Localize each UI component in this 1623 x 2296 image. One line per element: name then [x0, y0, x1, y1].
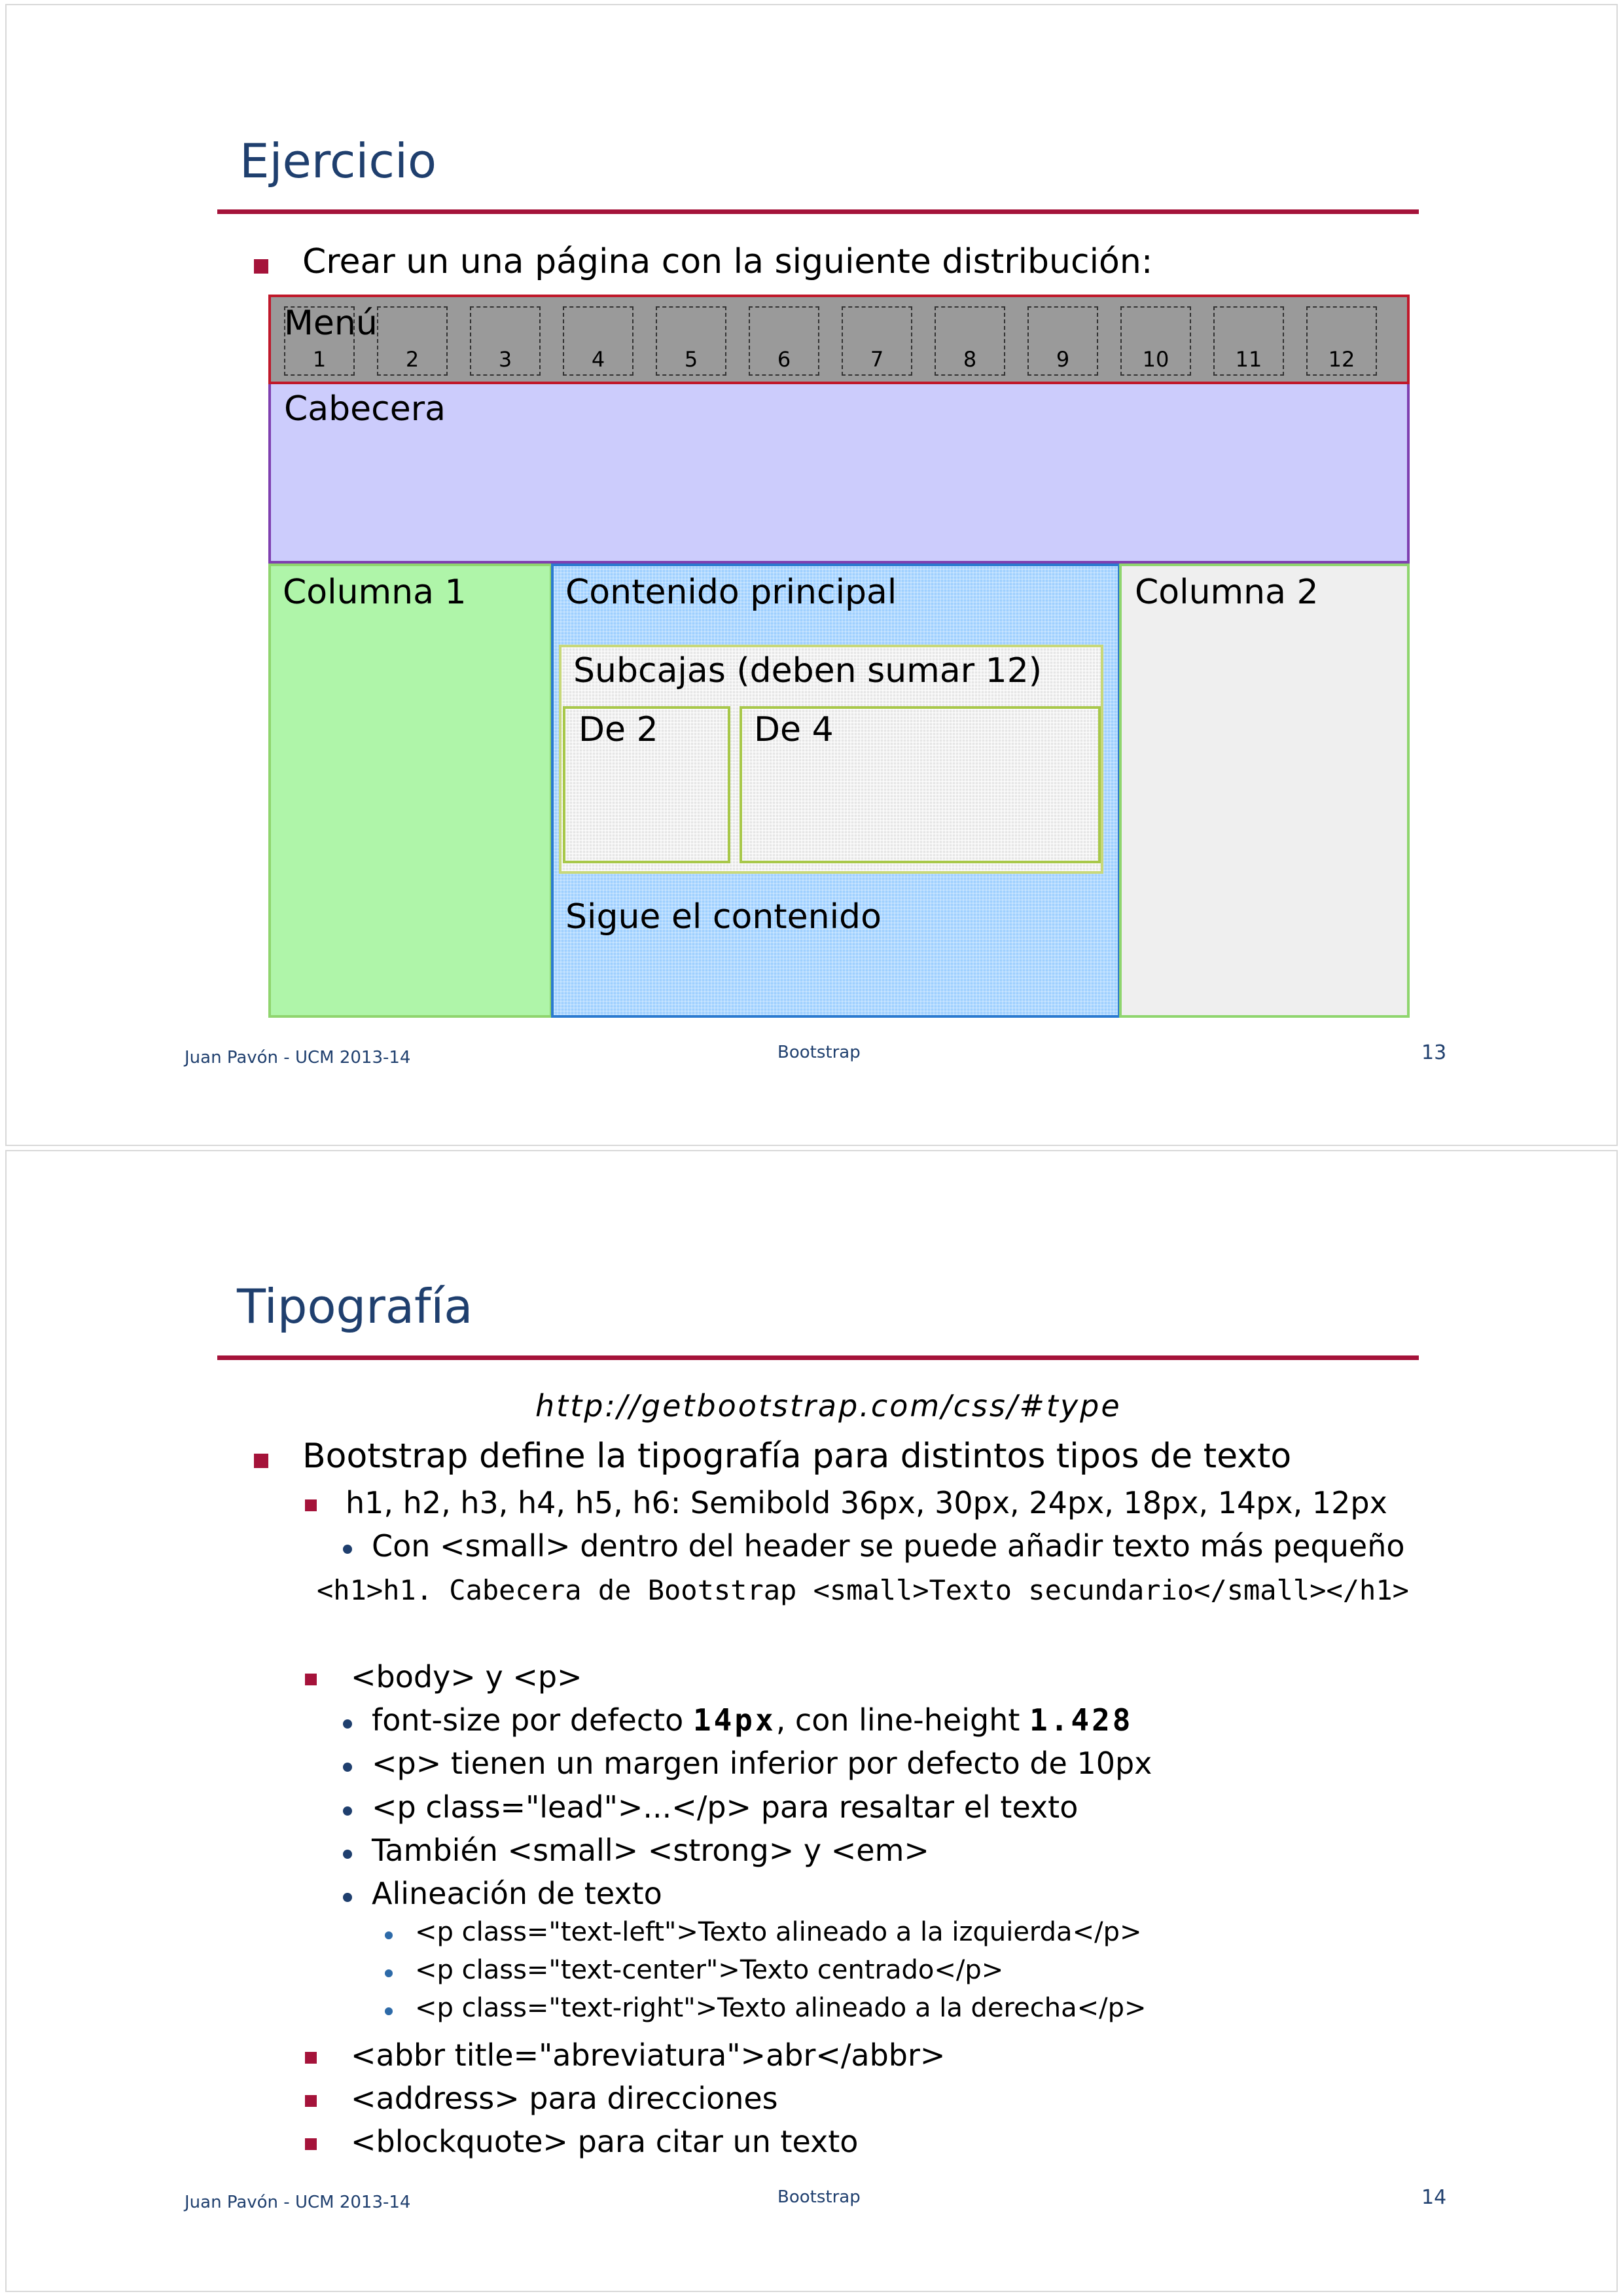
- grid-column-number: 10: [1142, 347, 1169, 372]
- menu-bar: [268, 295, 1410, 384]
- grid-column: [656, 306, 726, 376]
- sub-bullet-square-icon: [305, 2052, 317, 2064]
- grid-column-number: 9: [1056, 347, 1070, 372]
- column-2-box: [1119, 564, 1410, 1018]
- menu-label: Menú: [284, 304, 378, 343]
- grid-column: [1120, 306, 1191, 376]
- column-1-label: Columna 1: [283, 573, 467, 612]
- font-size-value: 14px: [692, 1702, 776, 1738]
- sub-bullet-text: h1, h2, h3, h4, h5, h6: Semibold 36px, 30px, 24px, 18px, 14px, 12px: [346, 1485, 1387, 1520]
- grid-column: [1213, 306, 1284, 376]
- sub-bullet-text: <body> y <p>: [351, 1659, 582, 1695]
- slide-title: Tipografía: [237, 1279, 473, 1334]
- point-text: También <small> <strong> y <em>: [372, 1833, 929, 1868]
- point-text: <p class="lead">...</p> para resaltar el texto: [372, 1789, 1079, 1825]
- grid-column: [284, 306, 355, 376]
- grid-column-number: 1: [312, 347, 327, 372]
- sub-bullet-text: <abbr title="abreviatura">abr</abbr>: [351, 2037, 946, 2073]
- point-text: [372, 1702, 1133, 1738]
- bullet-square-icon: [254, 1454, 268, 1468]
- bullet-square-icon: [254, 259, 268, 274]
- column-1-box: [268, 564, 552, 1018]
- page-number: 14: [1421, 2186, 1447, 2209]
- column-2-label: Columna 2: [1135, 573, 1319, 612]
- reference-url[interactable]: http://getbootstrap.com/css/#type: [535, 1388, 1122, 1424]
- align-item: <p class="text-left">Texto alineado a la izquierda</p>: [415, 1917, 1142, 1947]
- subboxes-label: Subcajas (deben sumar 12): [573, 651, 1043, 691]
- bullet-text: Crear un una página con la siguiente distribución:: [302, 242, 1153, 281]
- bullet-text: Bootstrap define la tipografía para distintos tipos de texto: [302, 1437, 1292, 1476]
- slide-14: [5, 1150, 1618, 2292]
- grid-column-number: 7: [870, 347, 884, 372]
- point-text-part: , con line-height: [776, 1702, 1030, 1738]
- bullet-dot-icon: [343, 1893, 352, 1902]
- grid-column: [470, 306, 541, 376]
- sub-dot-icon: [385, 1969, 393, 1977]
- page-number: 13: [1421, 1041, 1447, 1064]
- header-box: [268, 384, 1410, 564]
- bullet-dot-icon: [343, 1719, 352, 1729]
- sub-bullet-text: <address> para direcciones: [351, 2081, 778, 2116]
- point-text: <p> tienen un margen inferior por defecto de 10px: [372, 1746, 1152, 1781]
- sub-dot-icon: [385, 2007, 393, 2015]
- footer-author: Juan Pavón - UCM 2013-14: [185, 2193, 411, 2212]
- point-text-part: font-size por defecto: [372, 1702, 693, 1738]
- sub-bullet-square-icon: [305, 1499, 317, 1511]
- grid-column: [842, 306, 912, 376]
- grid-column: [1306, 306, 1377, 376]
- sub-bullet-square-icon: [305, 2138, 317, 2150]
- subboxes-container: [559, 645, 1103, 874]
- code-example: <h1>h1. Cabecera de Bootstrap <small>Texto secundario</small></h1>: [317, 1574, 1409, 1606]
- subbox-2-label: De 2: [579, 710, 658, 749]
- sub-bullet-text: <blockquote> para citar un texto: [351, 2124, 859, 2159]
- grid-column-number: 5: [684, 347, 698, 372]
- grid-column: [935, 306, 1005, 376]
- title-rule: [217, 1355, 1419, 1360]
- sub-bullet-square-icon: [305, 1674, 317, 1685]
- main-content-label: Contenido principal: [565, 573, 897, 612]
- slide-title: Ejercicio: [240, 134, 437, 188]
- footer-center: Bootstrap: [777, 1043, 861, 1062]
- subbox-2: [563, 706, 730, 863]
- grid-column-number: 3: [498, 347, 512, 372]
- point-text: Alineación de texto: [372, 1876, 662, 1911]
- continue-label: Sigue el contenido: [565, 897, 882, 937]
- layout-diagram: [268, 295, 1410, 1021]
- footer-author: Juan Pavón - UCM 2013-14: [185, 1048, 411, 1067]
- grid-column-number: 4: [591, 347, 605, 372]
- footer-center: Bootstrap: [777, 2187, 861, 2207]
- grid-column-number: 6: [777, 347, 791, 372]
- sub-dot-icon: [385, 1931, 393, 1939]
- grid-column-number: 2: [405, 347, 419, 372]
- grid-column: [377, 306, 448, 376]
- sub-bullet-square-icon: [305, 2095, 317, 2107]
- header-label: Cabecera: [284, 389, 446, 429]
- main-content-box: [551, 564, 1120, 1018]
- grid-column: [563, 306, 633, 376]
- subbox-4: [740, 706, 1101, 863]
- grid-column-number: 12: [1328, 347, 1355, 372]
- line-height-value: 1.428: [1029, 1702, 1133, 1738]
- point-text: Con <small> dentro del header se puede añadir texto más pequeño: [372, 1528, 1405, 1564]
- title-rule: [217, 209, 1419, 214]
- bullet-dot-icon: [343, 1806, 352, 1816]
- grid-column-number: 11: [1235, 347, 1262, 372]
- bullet-dot-icon: [343, 1850, 352, 1859]
- slide-13: [5, 4, 1618, 1146]
- align-item: <p class="text-right">Texto alineado a la derecha</p>: [415, 1993, 1147, 2023]
- subbox-4-label: De 4: [754, 710, 834, 749]
- grid-column: [749, 306, 819, 376]
- bullet-dot-icon: [343, 1763, 352, 1772]
- grid-column-number: 8: [963, 347, 977, 372]
- bullet-dot-icon: [343, 1545, 352, 1554]
- grid-column: [1027, 306, 1098, 376]
- align-item: <p class="text-center">Texto centrado</p>: [415, 1955, 1004, 1985]
